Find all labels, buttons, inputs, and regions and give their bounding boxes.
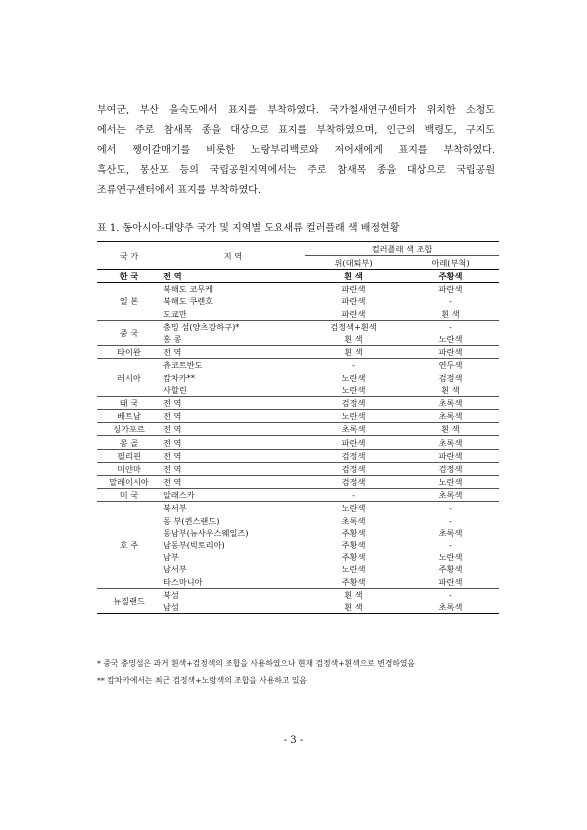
cell-lower: 검정색	[438, 372, 463, 383]
table-row	[97, 270, 499, 283]
cell-region: 사할린	[163, 384, 187, 395]
cell-upper: 파란색	[341, 296, 366, 307]
cell-upper: 검정색+흰색	[305, 320, 402, 333]
cell-lower: 주황색	[402, 270, 499, 283]
cell-upper: 노란색	[341, 384, 366, 395]
cell-upper: 흰 색	[344, 334, 363, 345]
cell-lower: -	[449, 515, 452, 526]
paragraph-line: 에서는 주로 참새목 종을 대상으로 표지를 부착하였으며, 인근의 백령도, 구지도	[97, 125, 495, 136]
cell-lower: -	[402, 320, 499, 333]
cell-lower: 흰 색	[441, 384, 460, 395]
cell-upper: 검정색	[305, 476, 402, 489]
cell-country: 중 국	[97, 320, 161, 345]
header-region: 지 역	[161, 242, 305, 270]
cell-upper: 흰 색	[305, 588, 402, 601]
footnote: * 중국 충밍섬은 과거 흰색+검정색의 조합을 사용하였으나 현재 검정색+흰색으로 변경하였음	[97, 659, 415, 668]
cell-upper: 파란색	[341, 308, 366, 319]
header-country: 국 가	[97, 242, 161, 270]
cell-lower: 초록색	[438, 527, 463, 538]
cell-region: 전 역	[161, 346, 305, 359]
cell-upper: 주황색	[341, 540, 366, 551]
header-upper: 위(대퇴부)	[305, 256, 402, 270]
cell-upper: 파란색	[305, 436, 402, 449]
cell-upper: 노란색	[305, 410, 402, 423]
page-number: - 3 -	[283, 735, 304, 746]
cell-upper: 흰 색	[305, 346, 402, 359]
table-row	[97, 502, 499, 515]
cell-upper: 주황색	[341, 527, 366, 538]
cell-upper: 노란색	[305, 502, 402, 515]
cell-lower: -	[402, 588, 499, 601]
cell-upper: 초록색	[305, 423, 402, 436]
cell-lower: 초록색	[402, 489, 499, 502]
cell-lower: 초록색	[402, 436, 499, 449]
cell-region: 전 역	[161, 436, 305, 449]
table-header-row	[97, 242, 499, 256]
cell-region: 전 역	[161, 476, 305, 489]
cell-country: 베트남	[97, 410, 161, 423]
cell-region: 북서부	[161, 502, 305, 515]
table-row	[97, 283, 499, 296]
paragraph-line: 조류연구센터에서 표지를 부착하였다.	[97, 185, 262, 196]
header-color-group: 컬러플래 색 조합	[305, 242, 499, 256]
cell-lower: 파란색	[438, 284, 463, 295]
table-row	[97, 436, 499, 449]
table-row	[97, 320, 499, 333]
paragraph-line: 에서 쨍이갈매기를 비롯한 노랑부리백로와 저어새에게 표지를 부착하였다.	[97, 145, 495, 156]
cell-country: 일 본	[97, 283, 161, 321]
paragraph-line: 흑산도, 몽산포 등의 국립공원지역에서는 주로 참새목 종을 대상으로 국립공원	[97, 165, 495, 176]
cell-region: 알래스카	[161, 489, 305, 502]
cell-region: 북해도 쿠렌호	[163, 296, 214, 307]
cell-region: 캄차카**	[163, 372, 195, 383]
cell-country: 태 국	[97, 396, 161, 409]
cell-country: 몽 골	[97, 436, 161, 449]
cell-upper: 노란색	[341, 372, 366, 383]
cell-lower: 연두색	[402, 359, 499, 372]
color-flag-table	[97, 241, 499, 614]
cell-region: 남섬	[161, 601, 305, 614]
cell-upper: 흰 색	[305, 270, 402, 283]
body-paragraph	[97, 101, 495, 201]
table-row	[97, 449, 499, 462]
table-row	[97, 346, 499, 359]
cell-region: 전 역	[161, 423, 305, 436]
cell-lower: 검정색	[402, 462, 499, 475]
cell-region: 동 부(퀸스랜드)	[163, 515, 220, 526]
cell-region: 전 역	[161, 396, 305, 409]
cell-upper: 흰 색	[305, 601, 402, 614]
cell-country: 타이완	[97, 346, 161, 359]
cell-lower: 파란색	[438, 576, 463, 587]
cell-upper: 초록색	[341, 515, 366, 526]
cell-upper: 주황색	[341, 576, 366, 587]
cell-country: 뉴질랜드	[97, 588, 161, 613]
cell-lower: 초록색	[402, 410, 499, 423]
cell-region: 동남부(뉴사우스웨일즈)	[163, 527, 249, 538]
table-footnotes	[97, 655, 415, 689]
cell-country: 미얀마	[97, 462, 161, 475]
cell-country: 호 주	[97, 502, 161, 588]
paragraph-line: 부여군, 부산 을숙도에서 표지를 부착하였다. 국가철새연구센터가 위치한 소청도	[97, 105, 495, 116]
table-row	[97, 489, 499, 502]
cell-lower: 노란색	[438, 334, 463, 345]
cell-lower: -	[449, 540, 452, 551]
cell-lower: 노란색	[402, 476, 499, 489]
cell-upper: -	[305, 359, 402, 372]
table-row	[97, 396, 499, 409]
table-row	[97, 359, 499, 372]
cell-region: 남부	[163, 552, 179, 563]
cell-lower: 초록색	[402, 601, 499, 614]
cell-region: 북해도 코무케	[163, 284, 214, 295]
table-row	[97, 462, 499, 475]
cell-country: 싱가포르	[97, 423, 161, 436]
cell-region: 홍 콩	[163, 334, 182, 345]
cell-upper: 주황색	[341, 552, 366, 563]
cell-country: 한 국	[97, 270, 161, 283]
cell-upper: -	[305, 489, 402, 502]
cell-upper: 파란색	[341, 284, 366, 295]
cell-lower: 흰 색	[441, 308, 460, 319]
cell-lower: 노란색	[438, 552, 463, 563]
header-lower: 아래(부척)	[402, 256, 499, 270]
cell-region: 전 역	[161, 462, 305, 475]
cell-lower: 흰 색	[402, 423, 499, 436]
cell-upper: 검정색	[305, 462, 402, 475]
cell-upper: 검정색	[305, 449, 402, 462]
footnote: ** 캄차카에서는 최근 검정색+노랑색의 조합을 사용하고 있음	[97, 676, 307, 685]
table-row	[97, 476, 499, 489]
cell-region: 북섬	[161, 588, 305, 601]
cell-lower: -	[449, 296, 452, 307]
cell-region: 남서부	[163, 564, 187, 575]
cell-country: 러시아	[97, 359, 161, 397]
table-caption: 표 1. 동아시아-대양주 국가 및 지역별 도요새류 컬러플래 색 배정현황	[97, 223, 400, 234]
cell-lower: 주황색	[438, 564, 463, 575]
cell-lower: 파란색	[402, 346, 499, 359]
cell-lower: 초록색	[402, 396, 499, 409]
cell-lower: 파란색	[402, 449, 499, 462]
cell-region: 충밍 섬(양츠강하구)*	[161, 320, 305, 333]
cell-region: 전 역	[161, 449, 305, 462]
cell-lower: -	[402, 502, 499, 515]
cell-country: 미 국	[97, 489, 161, 502]
cell-country: 말레이시아	[97, 476, 161, 489]
cell-upper: 노란색	[341, 564, 366, 575]
cell-upper: 검정색	[305, 396, 402, 409]
cell-region: 도쿄만	[163, 308, 187, 319]
cell-country: 필리핀	[97, 449, 161, 462]
cell-region: 전 역	[161, 270, 305, 283]
table-row	[97, 588, 499, 601]
cell-region: 타스마니아	[163, 576, 203, 587]
cell-region: 전 역	[161, 410, 305, 423]
cell-region: 남동부(빅토리아)	[163, 540, 225, 551]
cell-region: 츄코트반도	[161, 359, 305, 372]
table-row	[97, 423, 499, 436]
table-row	[97, 410, 499, 423]
